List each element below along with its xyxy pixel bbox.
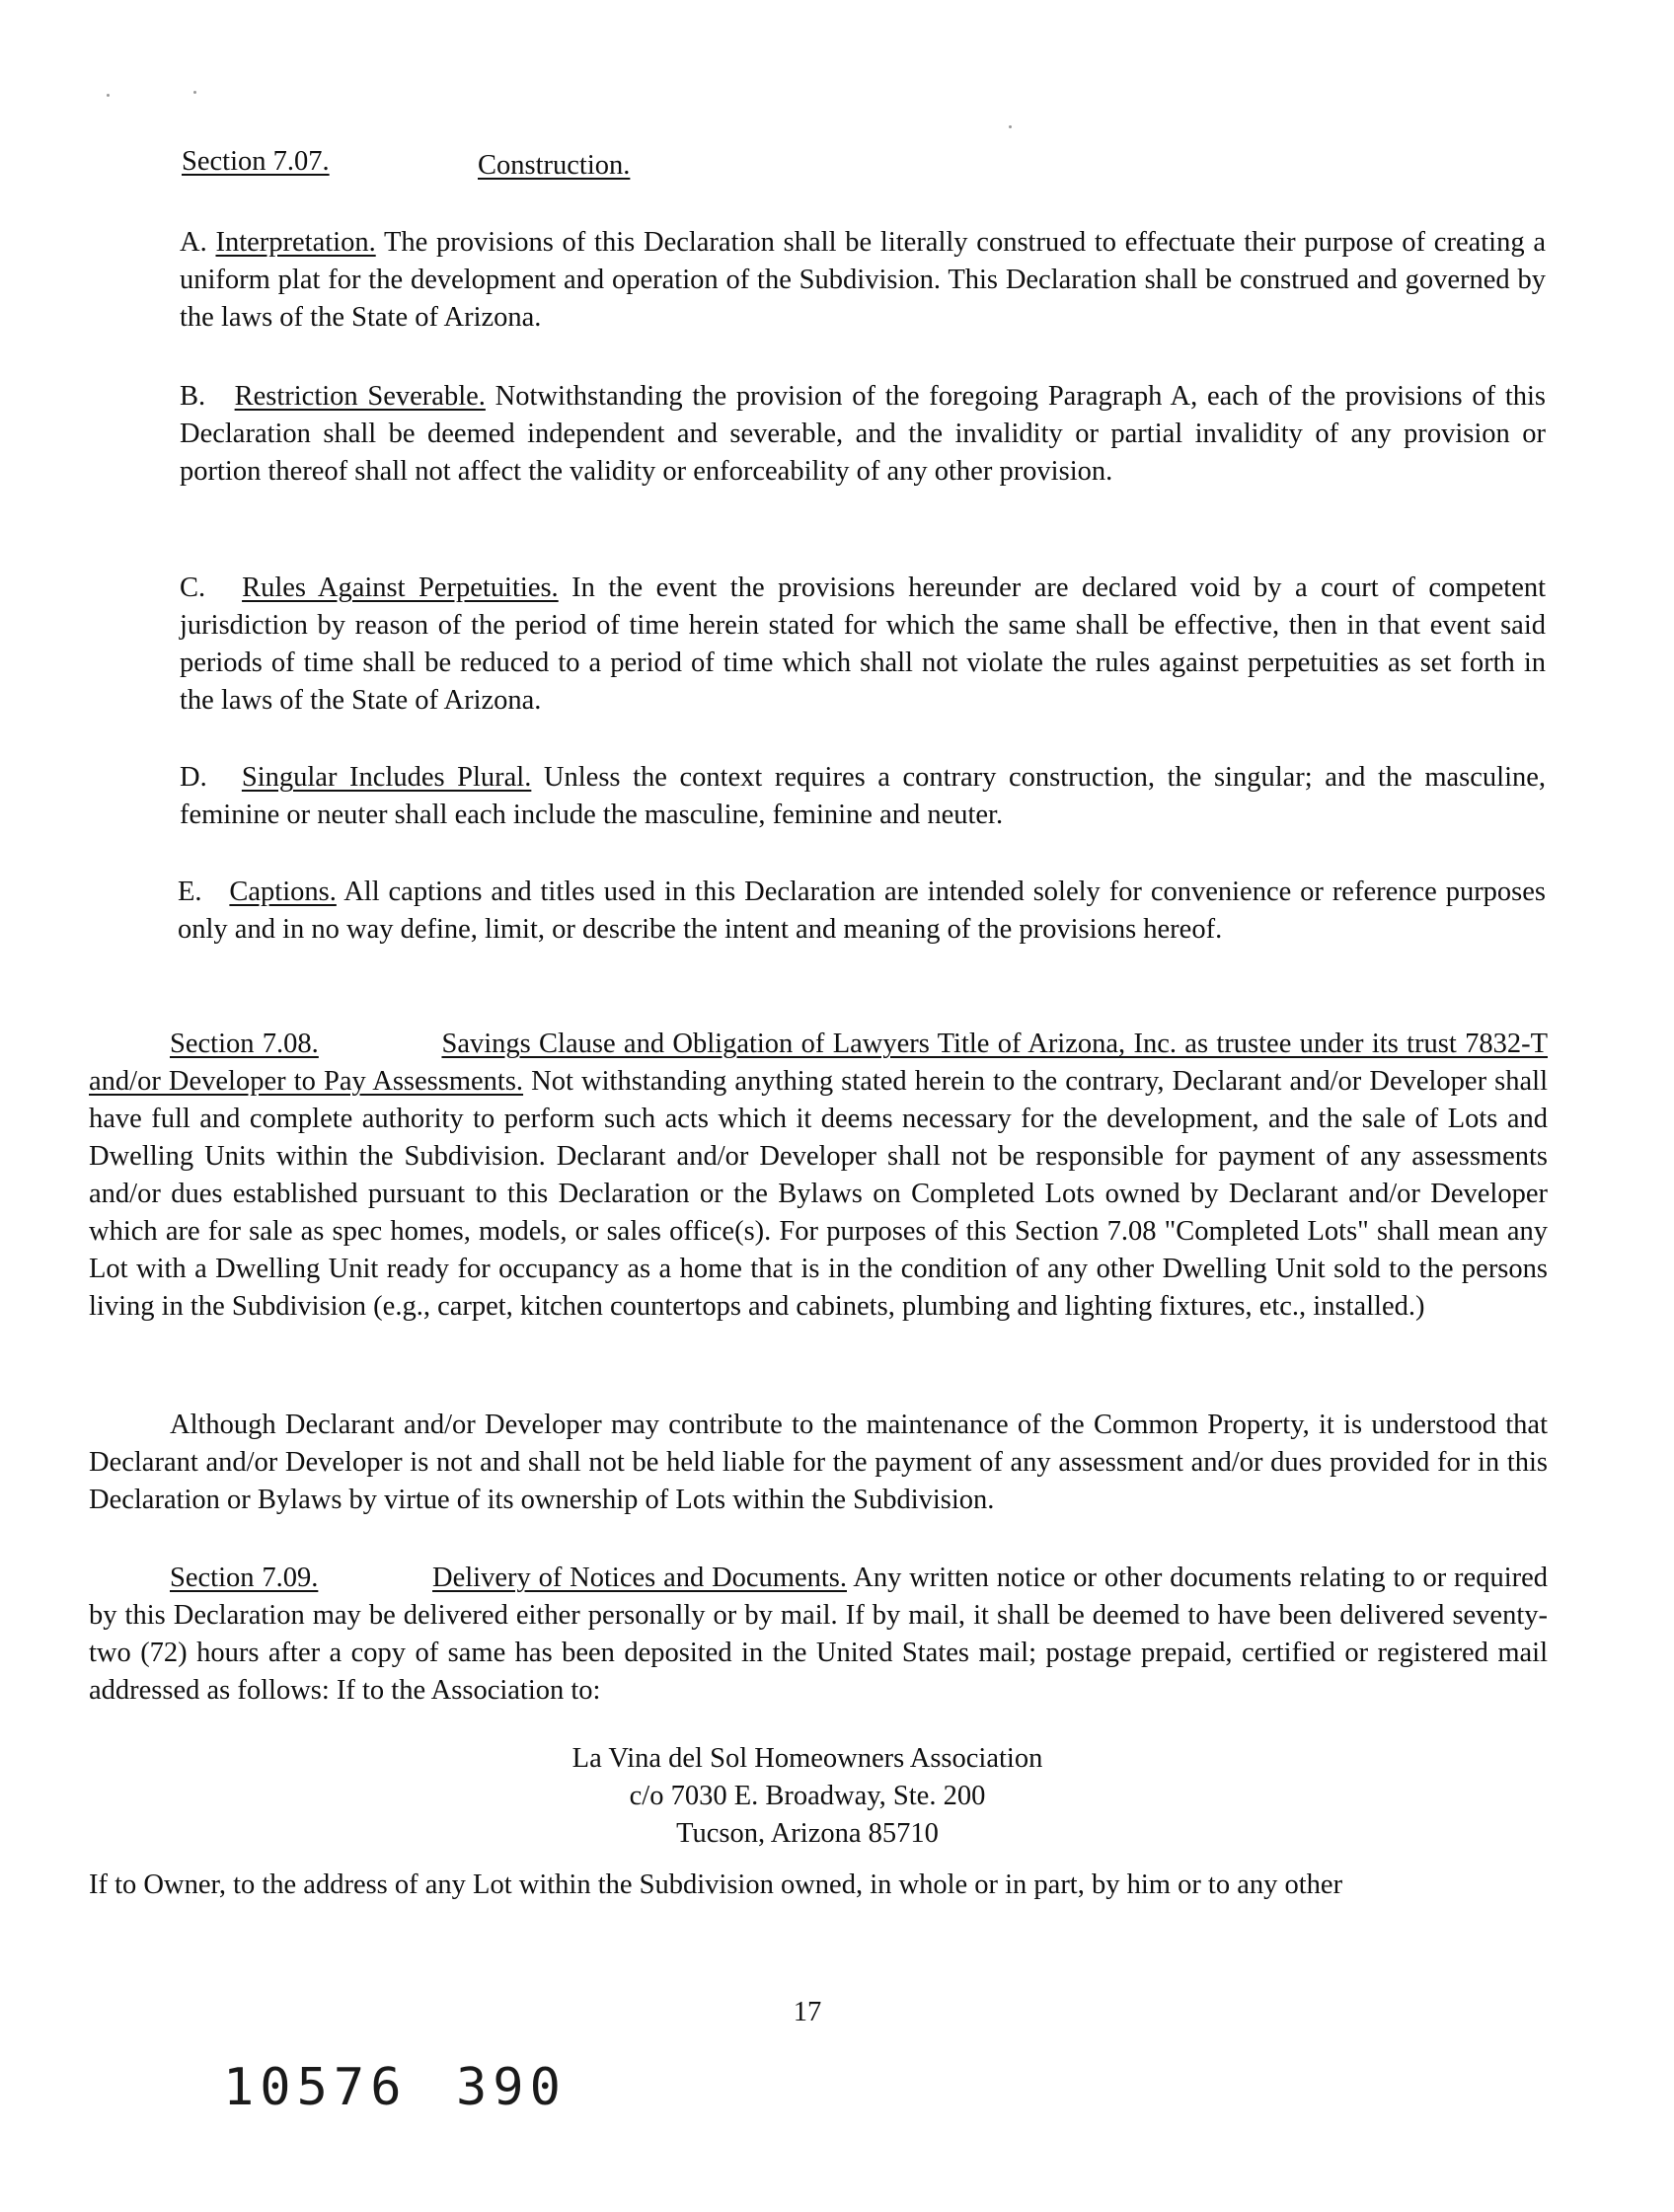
section-707-label: Section 7.07. [182,146,330,177]
paragraph-c-title: Rules Against Perpetuities. [242,572,559,603]
paragraph-a-text: The provisions of this Declaration shall be literally construed to effectuate their purpose of creating a uniform plat for the development and operation of the Subdivision. This Declaration shall be construed and governed by the laws of the State of Arizona. [180,227,1546,333]
owner-delivery-text-content: If to Owner, to the address of any Lot within the Subdivision owned, in whole or in part, by him or to any other [89,1869,1343,1900]
paragraph-e-letter: E. [178,877,202,907]
paragraph-b [180,378,1546,491]
paragraph-c [180,570,1546,720]
owner-delivery-text [89,1867,1548,1904]
recording-page-number: 390 [456,2058,567,2117]
section-708-label: Section 7.08. [170,1029,319,1059]
scan-speck [1009,125,1012,128]
section-708-paragraph-2 [89,1407,1548,1519]
paragraph-a [180,224,1546,337]
section-708-text-2: Although Declarant and/or Developer may contribute to the maintenance of the Common Property, it is understood that Declarant and/or Developer is not and shall not be held liable for the payment of any assessment and/or dues provided for in this Declaration or Bylaws by virtue of its ownership of Lots within the Subdivision. [89,1410,1548,1515]
section-708 [89,1026,1548,1326]
paragraph-e-text: All captions and titles used in this Declaration are intended solely for convenience or reference purposes only and in no way define, limit, or describe the intent and meaning of the provisions hereof. [178,877,1547,945]
association-address [0,1740,1615,1853]
section-709 [89,1560,1548,1710]
section-707-title: Construction. [478,150,631,181]
recording-book-number: 10576 [223,2058,408,2117]
paragraph-a-letter: A. [180,227,207,258]
paragraph-d-title: Singular Includes Plural. [241,762,532,793]
paragraph-a-title: Interpretation. [215,227,376,258]
address-line-2: c/o 7030 E. Broadway, Ste. 200 [629,1781,986,1811]
section-708-text: Not withstanding anything stated herein to the contrary, Declarant and/or Developer shall have full and complete authority to perform such acts which it deems necessary for the development, and the sale of Lots and Dwelling Units within the Subdivision. Declarant and/or Developer shall not be responsible for payment of any assessments and/or dues established pursuant to this Declaration or the Bylaws on Completed Lots owned by Declarant and/or Developer which are for sale as spec homes, models, or sales office(s). For purposes of this Section 7.08 "Completed Lots" shall mean any Lot with a Dwelling Unit ready for occupancy as a home that is in the condition of any other Dwelling Unit sold to the persons living in the Subdivision (e.g., carpet, kitchen countertops and cabinets, plumbing and lighting fixtures, etc., installed.) [89,1066,1548,1322]
paragraph-c-letter: C. [180,572,206,603]
section-707-heading [182,143,631,181]
paragraph-e [178,874,1546,949]
section-709-title: Delivery of Notices and Documents. [432,1563,847,1593]
paragraph-b-text: Notwithstanding the provision of the foregoing Paragraph A, each of the provisions of this Declaration shall be deemed independent and severable, and the invalidity or partial invalidity of any provision or portion thereof shall not affect the validity or enforceability of any other provision. [180,381,1547,487]
paragraph-c-text: In the event the provisions hereunder are declared void by a court of competent jurisdiction by reason of the period of time herein stated for which the same shall be effective, then in that event said periods of time shall be reduced to a period of time which shall not violate the rules against perpetuities as set forth in the laws of the State of Arizona. [180,572,1547,716]
address-line-3: Tucson, Arizona 85710 [676,1818,939,1849]
section-709-label: Section 7.09. [170,1563,319,1593]
paragraph-d-letter: D. [180,762,207,793]
section-709-text: Any written notice or other documents relating to or required by this Declaration may be delivered either personally or by mail. If by mail, it shall be deemed to have been delivered seventy-two (72) hours after a copy of same has been deposited in the United States mail; postage prepaid, certified or registered mail addressed as follows: If to the Association to: [89,1563,1548,1706]
paragraph-b-letter: B. [180,381,206,412]
scan-speck [107,94,110,97]
paragraph-b-title: Restriction Severable. [234,381,486,412]
address-line-1: La Vina del Sol Homeowners Association [571,1743,1043,1774]
paragraph-d [180,759,1546,834]
paragraph-d-text: Unless the context requires a contrary construction, the singular; and the masculine, feminine or neuter shall each include the masculine, feminine and neuter. [180,762,1547,830]
page-number: 17 [793,1997,822,2027]
scan-speck [193,91,196,94]
paragraph-e-title: Captions. [229,877,337,907]
section-708-title: Savings Clause and Obligation of Lawyers Title of Arizona, Inc. as trustee under its trust 7832-T and/or Developer to Pay Assessments. [89,1029,1549,1097]
